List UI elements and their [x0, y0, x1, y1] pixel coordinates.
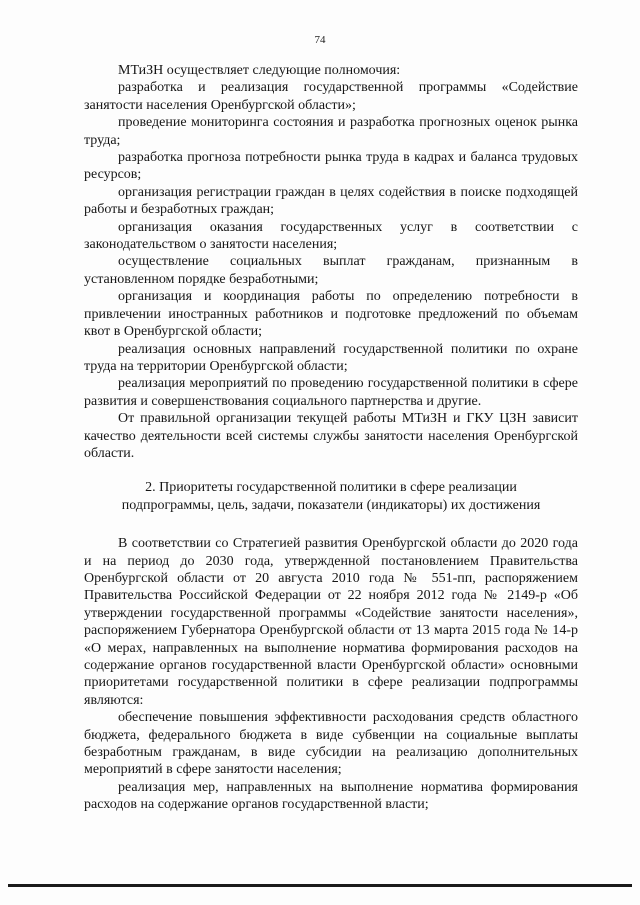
power-item: разработка прогноза потребности рынка труда в кадрах и баланса трудовых ресурсов;	[84, 150, 578, 183]
intro-paragraph: МТиЗН осуществляет следующие полномочия:	[118, 63, 401, 78]
document-body	[84, 62, 578, 814]
section-heading	[84, 479, 578, 514]
bottom-border-line	[8, 884, 632, 887]
page-number: 74	[314, 34, 326, 46]
power-item: осуществление социальных выплат гражданам, признанным в установленном порядке безработными;	[84, 254, 578, 287]
section-heading-line: 2. Приоритеты государственной политики в сфере реализации	[145, 480, 517, 496]
priority-item: обеспечение повышения эффективности расходования средств областного бюджета, федерального бюджета в виде субвенции на социальные выплаты безработным гражданам, в виде субсидии на реализацию дополнительных мероприятий в сфере занятости населения;	[84, 710, 578, 778]
closing-paragraph: От правильной организации текущей работы МТиЗН и ГКУ ЦЗН зависит качество деятельности всей системы службы занятости населения Оренбургской области.	[84, 411, 578, 461]
power-item: реализация мероприятий по проведению государственной политики в сфере развития и совершенствования социального партнерства и другие.	[84, 376, 578, 409]
power-item: реализация основных направлений государственной политики по охране труда на территории Оренбургской области;	[84, 341, 578, 374]
priority-item: реализация мер, направленных на выполнение норматива формирования расходов на содержание органов государственной власти;	[84, 779, 578, 813]
power-item: организация регистрации граждан в целях содействия в поиске подходящей работы и безработных граждан;	[84, 184, 578, 218]
section-body-paragraph: В соответствии со Стратегией развития Оренбургской области до 2020 года и на период до 2030 года, утвержденной постановлением Правительства Оренбургской области от 20 августа 2010 года № 551-пп, распоряжением Правительства Российской Федерации от 22 ноября 2012 года № 2149-р «Об утверждении государственной программы «Содействие занятости населения», распоряжением Губернатора Оренбургской области от 13 марта 2015 года № 14-р «О мерах, направленных на выполнение норматива формирования расходов на содержание органов государственной власти Оренбургской области» основными приоритетами государственной политики в сфере реализации подпрограммы являются:	[84, 536, 578, 708]
section-heading-line: подпрограммы, цель, задачи, показатели (индикаторы) их достижения	[121, 497, 541, 513]
power-item: организация оказания государственных услуг в соответствии с законодательством о занятости населения;	[84, 219, 578, 253]
power-item: разработка и реализация государственной программы «Содействие занятости населения Оренбургской области»;	[84, 80, 578, 113]
power-item: проведение мониторинга состояния и разработка прогнозных оценок рынка труда;	[84, 115, 578, 148]
power-item: организация и координация работы по определению потребности в привлечении иностранных работников и подготовке предложений по объемам квот в Оренбургской области;	[84, 289, 578, 340]
